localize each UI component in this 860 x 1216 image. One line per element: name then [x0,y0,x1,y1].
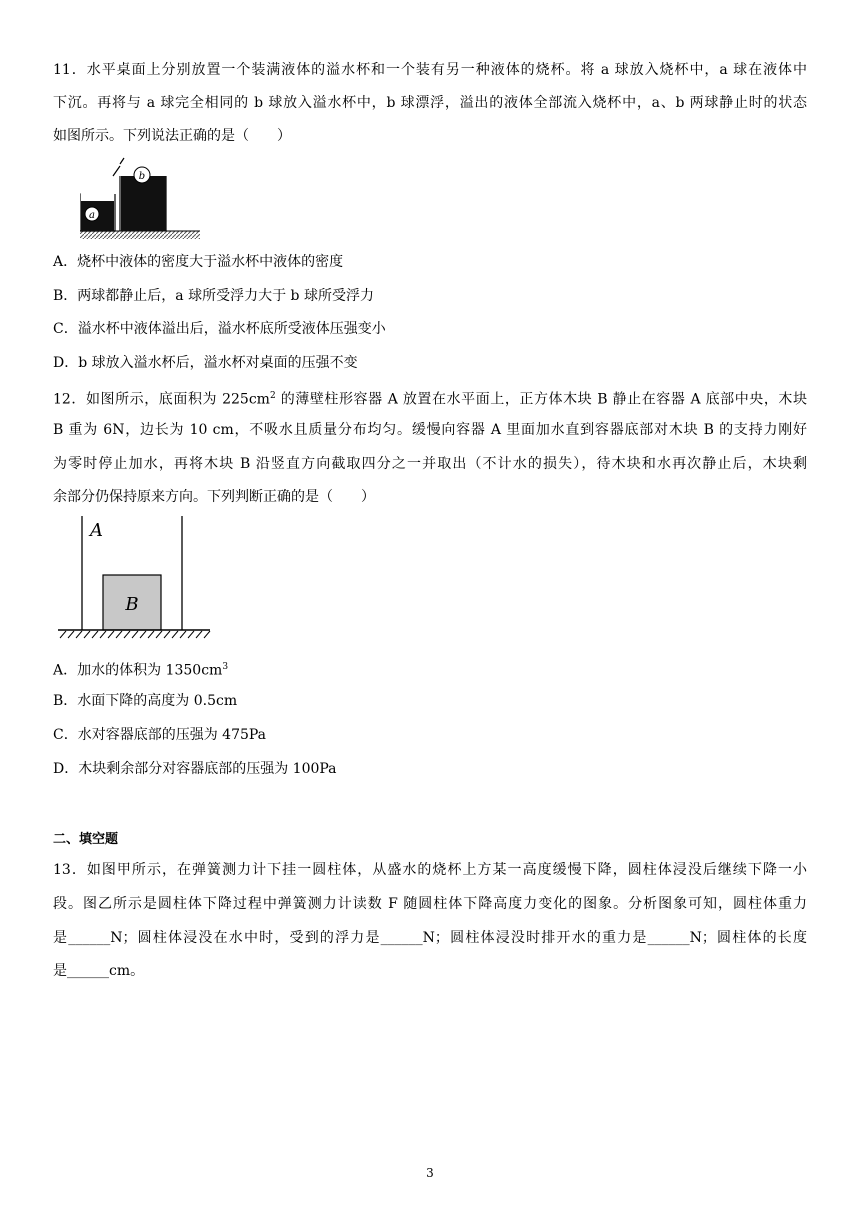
q12-option-a [53,657,228,681]
q12-stem-line-1 [53,386,807,410]
q11-option-c: C．溢水杯中液体溢出后，溢水杯底所受液体压强变小 [53,321,386,337]
q12-option-c: C．水对容器底部的压强为 475Pa [53,727,267,743]
q12-stem-line-1-text: 12．如图所示，底面积为 225cm [53,391,270,408]
q13-line-1: 13．如图甲所示，在弹簧测力计下挂一圆柱体，从盛水的烧杯上方某一高度缓慢下降，圆柱体浸没后继续下降一小 [53,862,807,878]
container-label-a: A [90,520,103,541]
overflow-cup-liquid [121,176,166,231]
section-title: 二、填空题 [53,832,119,847]
q13-line-4: 是______cm。 [53,963,145,979]
q11-stem-line-1: 11．水平桌面上分别放置一个装满液体的溢水杯和一个装有另一种液体的烧杯。将 a 球放入烧杯中，a 球在液体中 [53,62,807,78]
ground-hatch [60,631,210,638]
q13-line-3: 是______N；圆柱体浸没在水中时，受到的浮力是______N；圆柱体浸没时排开水的重力是______N；圆柱体的长度 [53,930,807,946]
q11-option-b: B．两球都静止后，a 球所受浮力大于 b 球所受浮力 [53,288,374,304]
q12-stem-line-1-rest: 的薄壁柱形容器 A 放置在水平面上，正方体木块 B 静止在容器 A 底部中央，木块 [275,391,807,408]
q11-stem-line-3: 如图所示。下列说法正确的是（ ） [53,128,291,144]
q11-option-a: A．烧杯中液体的密度大于溢水杯中液体的密度 [53,254,344,270]
q12-stem-line-2: B 重为 6N，边长为 10 cm，不吸水且质量分布均匀。缓慢向容器 A 里面加水直到容器底部对木块 B 的支持力刚好 [53,422,807,438]
block-label-b: B [125,594,139,615]
q12-option-b: B．水面下降的高度为 0.5cm [53,693,238,709]
q11-figure-beaker-overflow-cup [80,154,200,240]
q11-stem-line-2: 下沉。再将与 a 球完全相同的 b 球放入溢水杯中，b 球漂浮，溢出的液体全部流入烧杯中，a、b 两球静止时的状态 [53,95,807,111]
q11-option-d: D．b 球放入溢水杯后，溢水杯对桌面的压强不变 [53,355,358,371]
table-surface [80,231,200,239]
overflow-spout [113,158,124,176]
ball-b-label: b [138,171,146,182]
q12-option-a-text: A．加水的体积为 1350cm [53,662,223,679]
q13-line-2: 段。图乙所示是圆柱体下降过程中弹簧测力计读数 F 随圆柱体下降高度力变化的图象。分析图象可知，圆柱体重力 [53,896,807,912]
q12-area-exponent: 2 [269,391,276,401]
q12-stem-line-3: 为零时停止加水，再将木块 B 沿竖直方向截取四分之一并取出（不计水的损失），待木块和水再次静止后，木块剩 [53,456,807,472]
q12-option-d: D．木块剩余部分对容器底部的压强为 100Pa [53,761,337,777]
q12-figure-container-block [58,516,213,642]
ball-a-label: a [89,210,95,221]
q12-stem-line-4: 余部分仍保持原来方向。下列判断正确的是（ ） [53,489,375,505]
page-number: 3 [426,1166,434,1180]
q12-option-a-exponent: 3 [222,662,229,672]
